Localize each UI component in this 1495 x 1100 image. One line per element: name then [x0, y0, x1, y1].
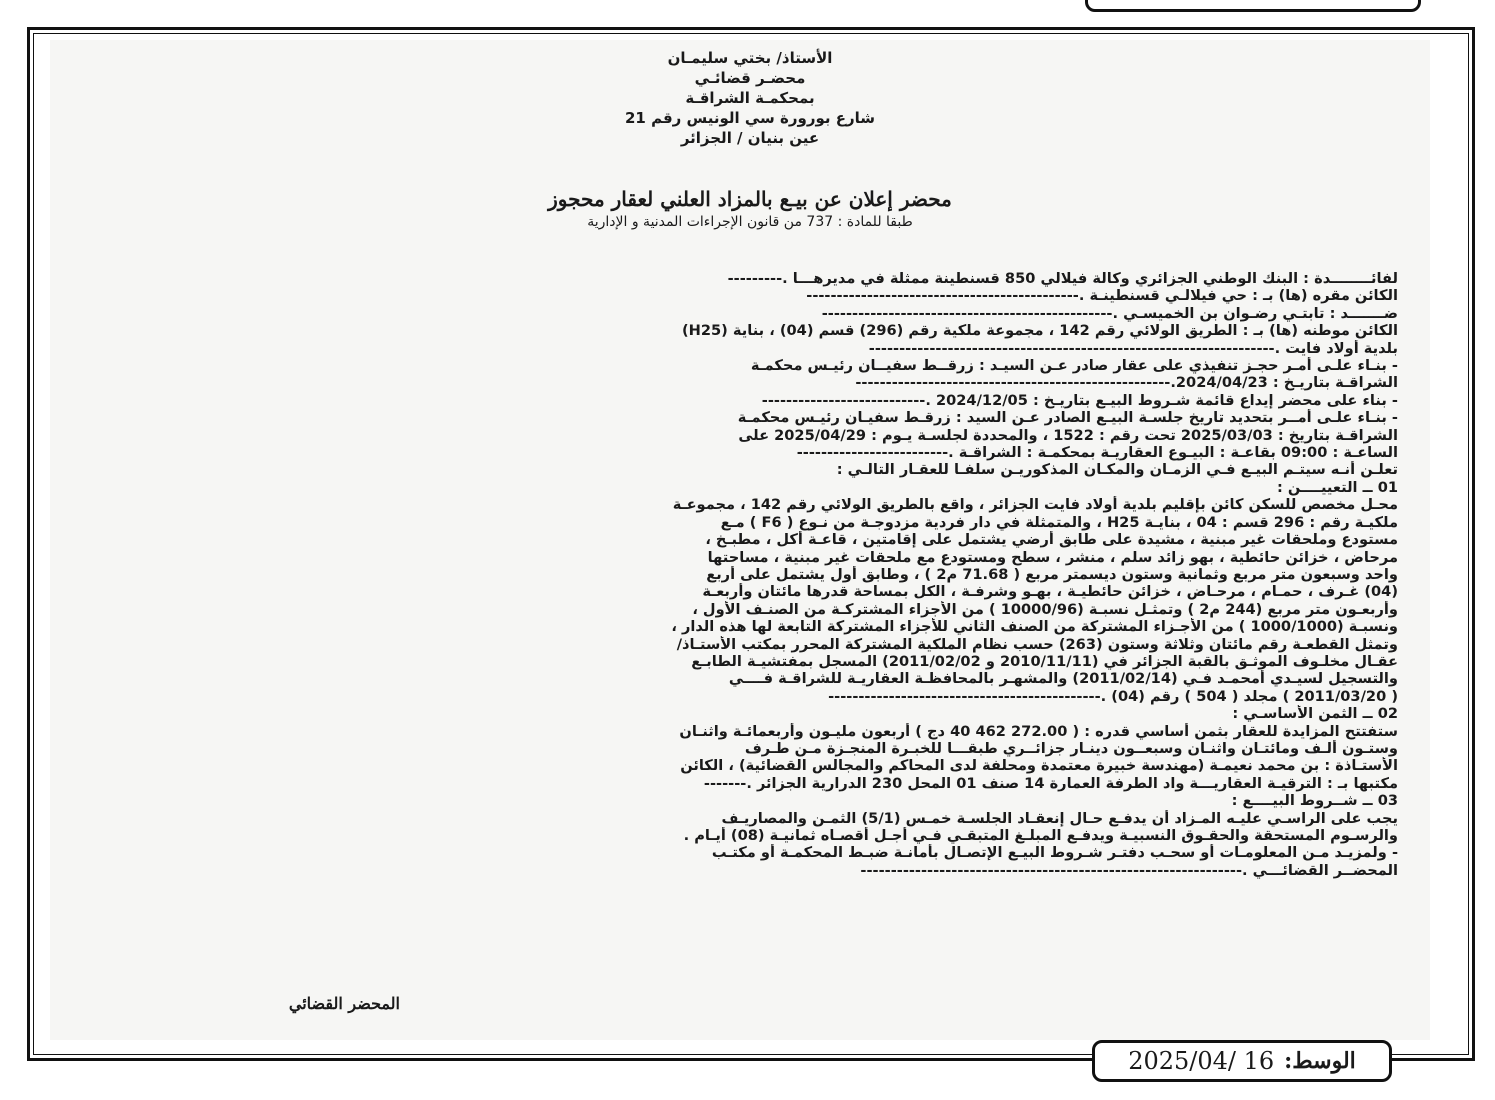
body-line: الكائن موطنه (ها) بـ : الطريق الولائي رقم 142 ، مجموعة ملكية رقم (296) قسم (04) ، بناية (H25) — [681, 322, 1398, 340]
body-line: 01 ــ التعييــــن : — [1276, 478, 1398, 496]
body-line: واحد وسبعون متر مربع وثمانية وستون ديسمتر مربع ( 71.68 م2 ) ، وطابق أول يشتمل على أربع — [706, 565, 1398, 583]
body-line: (04) غـرف ، حمـام ، مرحـاض ، خزائن حائطيـة ، بهـو وشرفـة ، الكل بمساحة قدرها مائتان وأربعـة — [702, 583, 1398, 601]
body-line: ونسبـة (1000/1000 ) من الأجـزاء المشتركة من الصنف الثاني للأجزاء المشتركة التابعة لها هذه الدار ، — [671, 618, 1398, 636]
body-line: مكتبها بـ : الترقيـة العقاريـــة واد الطرفة العمارة 14 صنف 01 المحل 230 الدرارية الجزائر .------- — [703, 774, 1398, 792]
body-line: - بنـاء علـى أمـر حجـز تنفيذي على عقار صادر عـن السيـد : زرقــط سفيــان رئيـس محكمـة — [750, 357, 1398, 375]
body-line: - بنـاء علـى أمــر بتحديد تاريخ جلسـة البيـع الصادر عـن السيد : زرقـط سفيـان رئيـس محكمـة — [737, 409, 1398, 427]
body-line: مرحاض ، خزائن حائطية ، بهو زائد سلم ، منشر ، سطح ومستودع مع ملحقات غير مبنية ، مساحتها — [707, 548, 1398, 566]
body-line: محـل مخصص للسكن كائن بإقليم بلدية أولاد فايت الجزائر ، واقع بالطريق الولائي رقم 142 ، مجموعـة — [672, 496, 1398, 514]
body-line: بلدية أولاد فايت .------------------------------------------------------------------- — [868, 339, 1398, 357]
body-line: الشراقـة بتاريخ : 2025/03/03 تحت رقم : 1522 ، والمحددة لجلسـة يـوم : 2025/04/29 على — [738, 426, 1398, 444]
bailiff-header — [520, 48, 980, 148]
body-line: تعلـن أنـه سيتـم البيـع فـي الزمـان والمكـان المذكوريـن سلفـا للعقـار التالـي : — [836, 461, 1398, 479]
header-line: شارع بورورة سي الونيس رقم 21 — [624, 109, 876, 127]
notice-title: محضر إعلان عن بيـع بالمزاد العلني لعقار محجوز — [548, 187, 952, 211]
publication-date-box — [1092, 1040, 1392, 1082]
body-line: الأستـاذة : بن محمد نعيمـة (مهندسة خبيرة معتمدة ومحلفة لدى المحاكم والمجالس القضائية) ، الكائن — [680, 757, 1398, 775]
body-line: والتسجيل لسيـدي أمحمـد فـي (2011/02/14) والمشهـر بالمحافظـة العقاريـة للشراقـة فــــي — [728, 670, 1398, 688]
signature: المحضر القضائي — [288, 994, 400, 1013]
body-line: لفائــــــــدة : البنك الوطني الجزائري وكالة فيلالي 850 قسنطينة ممثلة في مديرهـــا .--------- — [727, 270, 1398, 287]
body-line: ( 2011/03/20 ) مجلد ( 504 ) رقم (04) .--------------------------------------------- — [828, 687, 1398, 705]
header-line: الأستاذ/ بختي سليمـان — [667, 49, 833, 67]
body-line: ستفتتح المزايدة للعقار بثمن أساسي قدره : ( 272.00 462 40 دج ) أربعون مليـون وأربعمائـة واثنـان — [679, 722, 1398, 740]
body-line: وأربعـون متر مربع (244 م2 ) وتمثـل نسبـة (10000/96 ) من الأجزاء المشتركـة من الصنـف الأول ، — [692, 600, 1398, 618]
top-decorative-tab — [1085, 0, 1421, 12]
newspaper-label: الوسط: — [1284, 1048, 1356, 1074]
body-line: 02 ــ الثمن الأساسـي : — [1232, 705, 1398, 723]
body-line: الشراقـة بتاريـخ : 2024/04/23.---------------------------------------------------- — [855, 374, 1398, 392]
body-line: الكائن مقره (ها) بـ : حي فيلالـي قسنطينـة .--------------------------------------------- — [806, 287, 1398, 305]
header-line: بمحكمـة الشراقـة — [685, 89, 815, 107]
header-line: عين بنيان / الجزائر — [680, 129, 820, 147]
body-line: وستـون ألـف ومائتـان واثنـان وسبعــون دينـار جزائــري طبقـــا للخبـرة المنجـزة مـن طـرف — [744, 739, 1398, 757]
body-line: 03 ــ شــروط البيــــع : — [1231, 792, 1398, 810]
body-line: ملكيـة رقم : 296 قسم : 04 ، بنايـة H25 ، والمتمثلة في دار فردية مزدوجـة من نـوع ( F6 ) مـع — [720, 513, 1398, 531]
body-line: عقـال مخلـوف الموثـق بالقبة الجزائر في (2010/11/11 و 2011/02/02) المسجل بمفتشيـة الطابـع — [691, 652, 1398, 670]
body-line: المحضــر القضائـــي .--------------------------------------------------------------- — [860, 861, 1398, 879]
body-line: والرسـوم المستحقة والحقـوق النسبيـة ويدفـع المبلـغ المتبقـي فـي أجـل أقصـاه ثمانيـة (08) أيـام . — [683, 827, 1398, 844]
header-line: محضـر قضائـي — [694, 69, 806, 87]
body-line: مستودع وملحقات غير مبنية ، مشيدة على طابق أرضي يشتمل على إقامتين ، قاعـة أكل ، مطبـخ ، — [705, 531, 1398, 549]
body-line: وتمثل القطعـة رقم مائتان وثلاثة وستون (263) حسب نظام الملكية المشتركة المحرر بمكتب الأستـاذ/ — [676, 635, 1398, 653]
publication-date: 2025/04/ 16 — [1128, 1047, 1275, 1075]
body-line: يجب على الراسـي عليـه المـزاد أن يدفـع حـال إنعقـاد الجلسـة خمـس (5/1) الثمـن والمصاريـف — [721, 809, 1398, 827]
body-line: - بناء على محضر إيداع قائمة شـروط البيـع بتاريـخ : 2024/12/05 .--------------------------- — [761, 391, 1398, 409]
notice-body — [78, 270, 1398, 879]
body-line: ضـــــــد : تابتـي رضـوان بن الخميسـي .------------------------------------------------ — [821, 304, 1398, 322]
body-line: الساعـة : 09:00 بقاعـة : البيـوع العقاريـة بمحكمـة : الشراقـة .------------------------- — [796, 444, 1398, 462]
notice-subtitle: طبقا للمادة : 737 من قانون الإجراءات المدنية و الإدارية — [587, 214, 913, 230]
body-line: - ولمزيـد مـن المعلومـات أو سحـب دفتـر شـروط البيـع الإتصـال بأمانـة ضبـط المحكمـة أو مكتـب — [711, 844, 1398, 862]
